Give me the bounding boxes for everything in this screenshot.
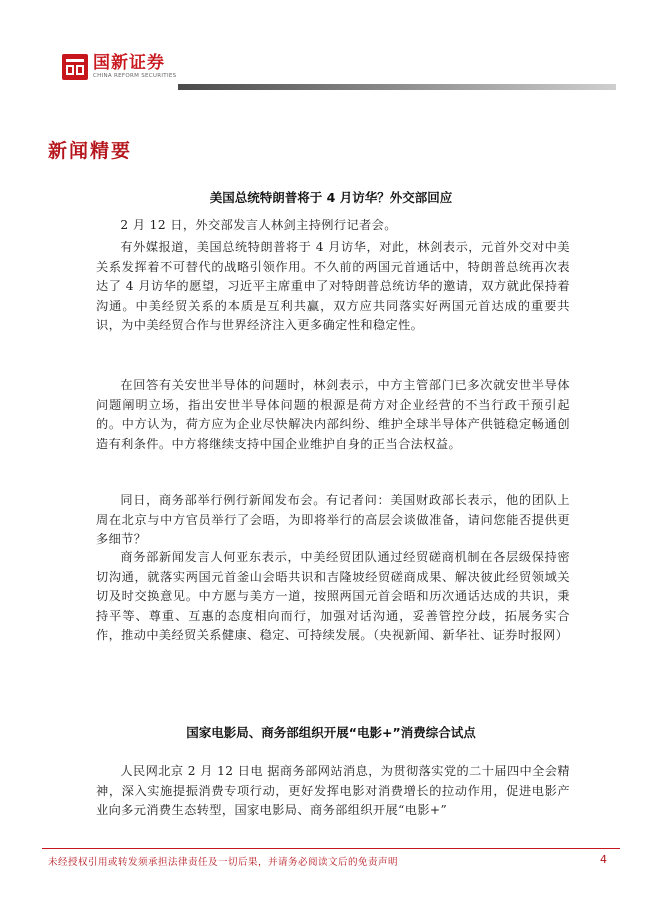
article-title: 美国总统特朗普将于 4 月访华？外交部回应 (209, 190, 453, 205)
page-header (62, 48, 622, 98)
article-paragraph: 同日，商务部举行例行新闻发布会。有记者问：美国财政部长表示，他的团队上周在北京与中方官员举行了会晤，为即将举行的高层会谈做准备，请问您能否提供更多细节？ (96, 493, 570, 546)
article-paragraph: 有外媒报道，美国总统特朗普将于 4 月访华，对此，林剑表示，元首外交对中美关系发挥着不可替代的战略引领作用。不久前的两国元首通话中，特朗普总统再次表达了 4 月访华的愿望，习近平主席重申了对特朗普总统访华的邀请，双方就此保持着沟通。中美经贸关系的本质是互利共赢，双方应共同落实好两国元首达成的重要共识，为中美经贸合作与世界经济注入更多确定性和稳定性。 (96, 240, 570, 332)
brand-name-cn: 国新证券 (93, 53, 165, 73)
article-paragraph: 在回答有关安世半导体的问题时，林剑表示，中方主管部门已多次就安世半导体问题阐明立场，指出安世半导体问题的根源是荷方对企业经营的不当行政干预引起的。中方认为，荷方应为企业尽快解决内部纠纷、维护全球半导体产供链稳定畅通创造有利条件。中方将继续支持中国企业维护自身的正当合法权益。 (96, 378, 570, 451)
page-number: 4 (600, 853, 607, 866)
brand-logo (62, 54, 176, 80)
footer-divider (42, 848, 620, 849)
section-title: 新闻精要 (48, 140, 133, 162)
footer-disclaimer: 未经授权引用或转发须承担法律责任及一切后果，并请务必阅读文后的免责声明 (48, 857, 399, 868)
brand-name-en: CHINA REFORM SECURITIES (93, 73, 177, 79)
article-title: 国家电影局、商务部组织开展“电影+”消费综合试点 (186, 725, 476, 740)
article-paragraph: 商务部新闻发言人何亚东表示，中美经贸团队通过经贸磋商机制在各层级保持密切沟通，就落实两国元首釜山会晤共识和吉隆坡经贸磋商成果、解决彼此经贸领域关切及时交换意见。中方愿与美方一道，按照两国元首会晤和历次通话达成的共识，秉持平等、尊重、互惠的态度相向而行，加强对话沟通，妥善管控分歧，拓展务实合作，推动中美经贸关系健康、稳定、可持续发展。（央视新闻、新华社、证券时报网） (96, 550, 570, 642)
article-paragraph: 2 月 12 日，外交部发言人林剑主持例行记者会。 (120, 218, 397, 232)
header-divider (178, 84, 616, 90)
logo-icon (62, 54, 88, 80)
article-paragraph: 人民网北京 2 月 12 日电 据商务部网站消息，为贯彻落实党的二十届四中全会精神，深入实施提振消费专项行动，更好发挥电影对消费增长的拉动作用，促进电影产业向多元消费生态转型，国家电影局、商务部组织开展“电影+” (96, 764, 570, 817)
